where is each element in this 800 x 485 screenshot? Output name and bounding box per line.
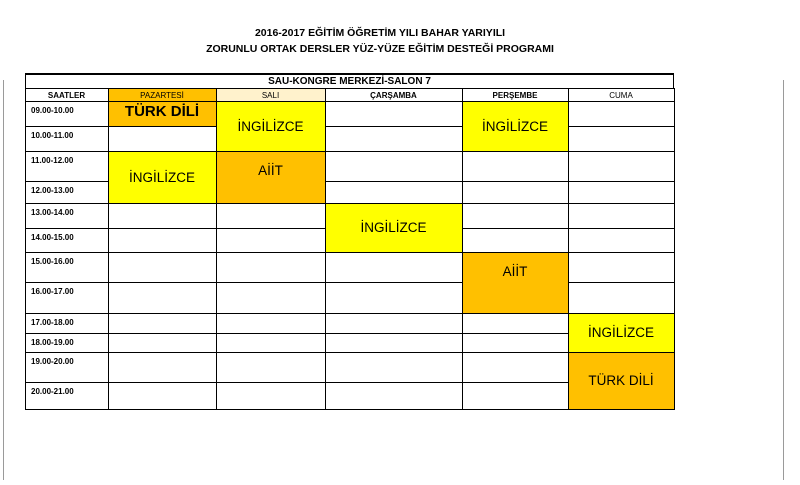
empty-cell bbox=[568, 181, 675, 204]
empty-cell bbox=[462, 313, 569, 334]
course-label: İNGİLİZCE bbox=[128, 169, 195, 185]
header-label: ÇARŞAMBA bbox=[370, 90, 417, 100]
empty-cell bbox=[216, 333, 326, 353]
empty-cell bbox=[108, 203, 217, 229]
empty-cell bbox=[325, 382, 463, 410]
empty-cell bbox=[108, 126, 217, 152]
empty-cell bbox=[108, 252, 217, 283]
course-label: İNGİLİZCE bbox=[237, 118, 304, 134]
empty-cell bbox=[462, 181, 569, 204]
time-slot-label: 19.00-20.00 bbox=[31, 357, 74, 366]
empty-cell bbox=[216, 203, 326, 229]
time-slot-label: 10.00-11.00 bbox=[31, 131, 74, 140]
document-title: 2016-2017 EĞİTİM ÖĞRETİM YILI BAHAR YARIYILI bbox=[254, 27, 506, 39]
course-label: TÜRK DİLİ bbox=[588, 373, 654, 388]
header-label: SAATLER bbox=[47, 90, 86, 100]
empty-cell bbox=[325, 333, 463, 353]
empty-cell bbox=[462, 382, 569, 410]
empty-cell bbox=[325, 252, 463, 283]
header-label: CUMA bbox=[609, 90, 633, 100]
venue-title: SAU-KONGRE MERKEZİ-SALON 7 bbox=[268, 76, 431, 87]
course-block[interactable] bbox=[462, 252, 569, 314]
empty-cell bbox=[216, 228, 326, 253]
empty-cell bbox=[325, 282, 463, 314]
empty-cell bbox=[568, 101, 675, 127]
empty-cell bbox=[568, 228, 675, 253]
course-label: İNGİLİZCE bbox=[360, 220, 427, 235]
empty-cell bbox=[108, 333, 217, 353]
time-slot-label: 11.00-12.00 bbox=[31, 156, 74, 165]
empty-cell bbox=[462, 228, 569, 253]
time-slot-label: 12.00-13.00 bbox=[31, 186, 74, 195]
empty-cell bbox=[325, 352, 463, 383]
course-label: İNGİLİZCE bbox=[481, 118, 548, 134]
header-label: PAZARTESİ bbox=[140, 90, 184, 100]
course-label: AİİT bbox=[258, 162, 283, 178]
time-slot-label: 17.00-18.00 bbox=[31, 318, 74, 327]
empty-cell bbox=[568, 126, 675, 152]
course-block[interactable] bbox=[216, 151, 326, 204]
empty-cell bbox=[568, 252, 675, 283]
empty-cell bbox=[108, 352, 217, 383]
header-label: PERŞEMBE bbox=[492, 90, 538, 100]
time-slot-label: 09.00-10.00 bbox=[31, 106, 74, 115]
empty-cell bbox=[462, 151, 569, 182]
empty-cell bbox=[462, 203, 569, 229]
empty-cell bbox=[325, 181, 463, 204]
empty-cell bbox=[216, 382, 326, 410]
empty-cell bbox=[216, 352, 326, 383]
empty-cell bbox=[325, 126, 463, 152]
empty-cell bbox=[108, 382, 217, 410]
time-slot-label: 16.00-17.00 bbox=[31, 287, 74, 296]
empty-cell bbox=[216, 282, 326, 314]
document-subtitle: ZORUNLU ORTAK DERSLER YÜZ-YÜZE EĞİTİM DESTEĞİ PROGRAMI bbox=[206, 43, 554, 55]
empty-cell bbox=[568, 203, 675, 229]
empty-cell bbox=[108, 228, 217, 253]
header-label: SALI bbox=[261, 90, 280, 100]
empty-cell bbox=[108, 282, 217, 314]
course-label: TÜRK DİLİ bbox=[124, 102, 200, 120]
course-label: İNGİLİZCE bbox=[587, 325, 654, 340]
empty-cell bbox=[216, 252, 326, 283]
empty-cell bbox=[325, 101, 463, 127]
empty-cell bbox=[462, 333, 569, 353]
time-slot-label: 18.00-19.00 bbox=[31, 338, 74, 347]
course-label: AİİT bbox=[502, 263, 528, 279]
time-slot-label: 13.00-14.00 bbox=[31, 208, 74, 217]
time-slot-label: 20.00-21.00 bbox=[31, 387, 74, 396]
empty-cell bbox=[568, 151, 675, 182]
empty-cell bbox=[325, 313, 463, 334]
empty-cell bbox=[325, 151, 463, 182]
empty-cell bbox=[108, 313, 217, 334]
time-slot-label: 15.00-16.00 bbox=[31, 257, 74, 266]
empty-cell bbox=[462, 352, 569, 383]
time-slot-label: 14.00-15.00 bbox=[31, 233, 74, 242]
empty-cell bbox=[216, 313, 326, 334]
empty-cell bbox=[568, 282, 675, 314]
